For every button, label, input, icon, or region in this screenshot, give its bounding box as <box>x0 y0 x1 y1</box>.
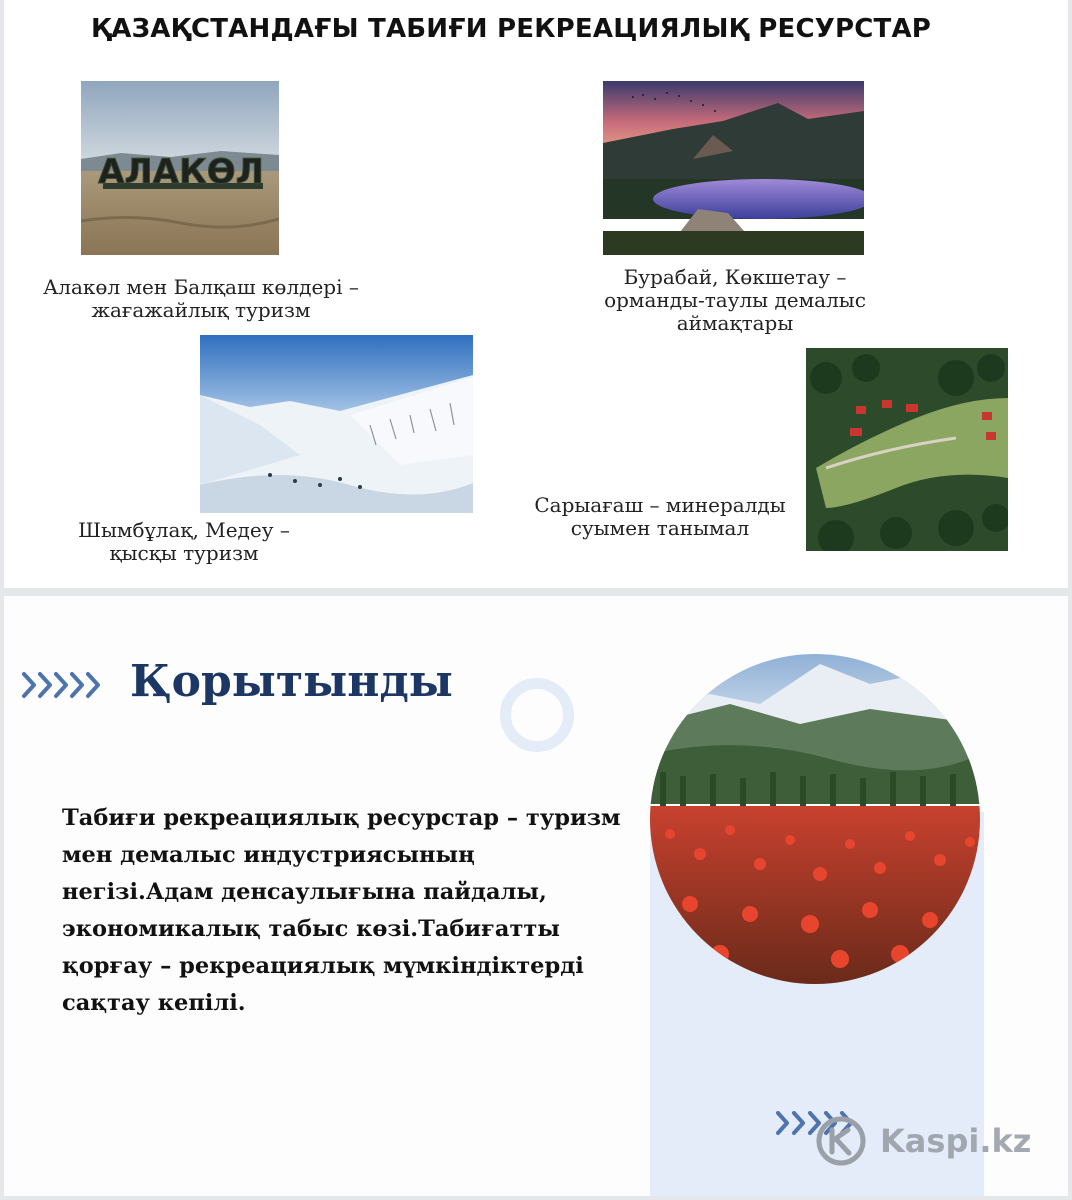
chevrons-right-icon <box>18 668 110 702</box>
conclusion-title: Қорытынды <box>130 656 453 707</box>
burabay-photo <box>603 81 864 255</box>
ring-decoration <box>500 678 574 752</box>
kaspi-logo-icon <box>816 1116 866 1166</box>
slide-conclusion <box>4 596 1068 1196</box>
caption-alakol: Алакөл мен Балқаш көлдері – жағажайлық туризм <box>43 275 359 322</box>
tulip-field-photo <box>650 654 980 984</box>
slide-title: ҚАЗАҚСТАНДАҒЫ ТАБИҒИ РЕКРЕАЦИЯЛЫҚ РЕСУРСТАР <box>90 14 932 44</box>
shymbulak-photo <box>200 335 473 513</box>
alakol-sign: АЛАКӨЛ <box>98 152 264 192</box>
caption-burabay: Бурабай, Көкшетау – орманды-таулы демалыс аймақтары <box>604 265 866 335</box>
watermark-text: Kaspi.kz <box>880 1122 1032 1160</box>
slide-recreational-resources <box>4 0 1068 588</box>
conclusion-text: Табиғи рекреациялық ресурстар – туризм мен демалыс индустриясының негізі.Адам денсаулығына пайдалы, экономикалық табыс көзі.Табиғатты қорғау – рекреациялық мүмкіндіктерді сақтау кепілі. <box>62 805 621 1016</box>
caption-saryagash: Сарыағаш – минералды суымен танымал <box>534 493 786 540</box>
kaspi-watermark <box>816 1116 1031 1166</box>
alakol-photo <box>81 81 279 255</box>
caption-shymbulak: Шымбұлақ, Медеу – қысқы туризм <box>78 518 290 565</box>
saryagash-photo <box>806 348 1008 551</box>
